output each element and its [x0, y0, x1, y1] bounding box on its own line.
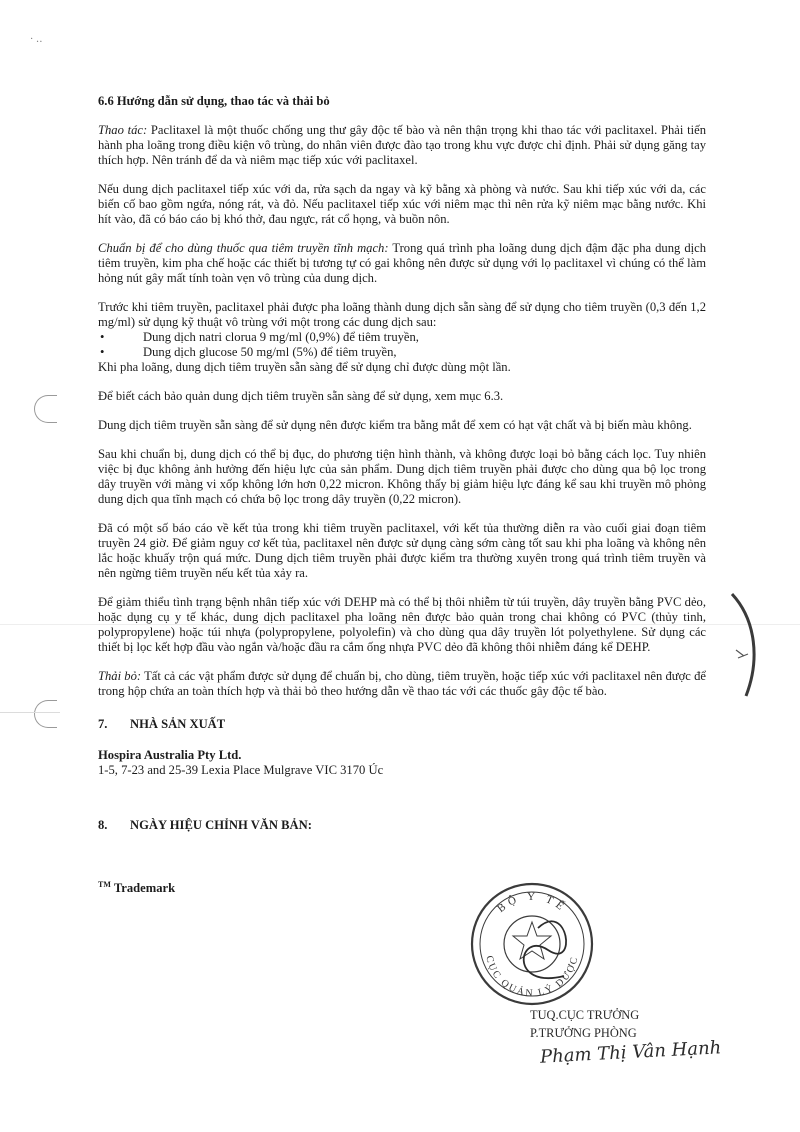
- diluent-list: [98, 330, 706, 360]
- fold-line: [0, 712, 60, 713]
- paragraph-precipitation: Đã có một số báo cáo về kết tủa trong khi tiêm truyền paclitaxel, với kết tủa thường diễn ra vào cuối giai đoạn tiêm truyền 24 giờ. Để giảm nguy cơ kết tủa, paclitaxel nên được sử dụng càng sớm càng tốt sau khi pha loãng và không nên lắc hoặc khuấy trộn quá mức. Dung dịch tiêm truyền phải được kiểm tra thường xuyên trong quá trình tiêm truyền và nên ngừng tiêm truyền nếu kết tủa xảy ra.: [98, 521, 706, 580]
- label-disposal: Thải bỏ:: [98, 669, 142, 683]
- manufacturer-address: 1-5, 7-23 and 25-39 Lexia Place Mulgrave VIC 3170 Úc: [98, 763, 384, 777]
- label-handling: Thao tác:: [98, 123, 148, 137]
- paragraph-dehp: Để giảm thiểu tình trạng bệnh nhân tiếp xúc với DEHP mà có thể bị thôi nhiễm từ túi truyền, dây truyền bằng PVC dẻo, hoặc dụng cụ y tế khác, dung dịch paclitaxel pha loãng nên được bảo quản trong chai không có PVC (thủy tinh, polypropylene) hoặc túi nhựa (polypropylene, polyolefin) và cho dùng qua dây truyền lót polyethylene. Sử dụng các thiết bị lọc kết hợp đầu vào ngắn và/hoặc đầu ra cắm ống nhựa PVC dẻo đã không thôi nhiễm đáng kể DEHP.: [98, 595, 706, 654]
- section-8-number: 8.: [98, 818, 108, 832]
- seal-bottom-text: CỤC QUẢN LÝ DƯỢC: [483, 954, 581, 1000]
- paragraph-skin-contact: Nếu dung dịch paclitaxel tiếp xúc với da, rửa sạch da ngay và kỹ bằng xà phòng và nước. Sau khi tiếp xúc với da, các biến cố bao gồm ngứa, nóng rát, và đỏ. Nếu paclitaxel tiếp xúc với niêm mạc thì nên rửa kỹ niêm mạc bằng nước. Khi hít vào, đã có báo cáo bị khó thở, đau ngực, rát cổ họng, và buồn nôn.: [98, 182, 706, 226]
- list-item: • Dung dịch natri clorua 9 mg/ml (0,9%) để tiêm truyền,: [98, 330, 706, 345]
- margin-bracket-mark: [726, 590, 766, 700]
- seal-top-text: BỘ Y TẾ: [495, 890, 569, 916]
- signature-title-1: TUQ.CỤC TRƯỞNG: [530, 1008, 640, 1022]
- paragraph-visual-check: Dung dịch tiêm truyền sẵn sàng để sử dụng nên được kiểm tra bằng mắt để xem có hạt vật chất và bị biến màu không.: [98, 418, 692, 432]
- punch-hole-mark: [34, 700, 57, 728]
- paragraph-single-use: Khi pha loãng, dung dịch tiêm truyền sẵn sàng để sử dụng chỉ được dùng một lần.: [98, 360, 511, 374]
- text-preparation: Trong quá trình pha loãng dung dịch đậm đặc pha dung dịch tiêm truyền, kim pha chế hoặc các thiết bị tương tự có gai không nên được sử dụng với lọ paclitaxel vì chúng có thể làm hỏng nút gây mất tính toàn vẹn vô trùng của dung dịch.: [98, 241, 706, 285]
- official-seal-stamp: [468, 880, 596, 1008]
- trademark-note: [98, 877, 706, 896]
- paragraph-storage-ref: Để biết cách bảo quản dung dịch tiêm truyền sẵn sàng để sử dụng, xem mục 6.3.: [98, 389, 504, 403]
- signatory-name: Phạm Thị Vân Hạnh: [539, 1037, 722, 1068]
- paragraph-preparation: [98, 241, 706, 286]
- paragraph-disposal: [98, 669, 706, 699]
- text-handling: Paclitaxel là một thuốc chống ung thư gây độc tế bào và nên thận trọng khi thao tác với paclitaxel. Phải tiến hành pha loãng trong điều kiện vô trùng, do nhân viên được đào tạo trong khu vực được chỉ định. Phải sử dụng găng tay thích hợp. Nên tránh để da và niêm mạc tiếp xúc với paclitaxel.: [98, 123, 707, 167]
- paragraph-haze-filter: Sau khi chuẩn bị, dung dịch có thể bị đục, do phương tiện hình thành, và không được loại bỏ bằng cách lọc. Tuy nhiên việc bị đục không ảnh hưởng đến hiệu lực của sản phẩm. Dung dịch tiêm truyền phải được cho dùng qua bộ lọc trong dây truyền với màng vi xốp không lớn hơn 0,22 micron. Không thấy bị giảm hiệu lực đáng kể sau khi truyền mô phỏng dung dịch qua tĩnh mạch có chứa bộ lọc trong dây truyền (0,22 micron).: [98, 447, 706, 506]
- signature-title-2: P.TRƯỞNG PHÒNG: [530, 1026, 637, 1040]
- section-8-title: NGÀY HIỆU CHỈNH VĂN BẢN:: [130, 818, 312, 832]
- signature-block: [530, 1008, 760, 1040]
- section-7-title: NHÀ SẢN XUẤT: [130, 717, 226, 731]
- document-body: [98, 94, 706, 896]
- section-7-heading: [98, 717, 706, 732]
- punch-hole-mark: [34, 395, 57, 423]
- scan-specks: · ‥: [30, 34, 43, 45]
- section-8-heading: [98, 818, 706, 833]
- list-item: • Dung dịch glucose 50 mg/ml (5%) để tiêm truyền,: [98, 345, 706, 360]
- text-disposal: Tất cả các vật phẩm được sử dụng để chuẩn bị, cho dùng, tiêm truyền, hoặc tiếp xúc với paclitaxel nên được để trong hộp chứa an toàn thích hợp và thải bỏ theo hướng dẫn về thao tác với các thuốc gây độc tế bào.: [98, 669, 706, 698]
- svg-text:BỘ Y TẾ: [495, 891, 569, 915]
- paragraph-dilution: Trước khi tiêm truyền, paclitaxel phải được pha loãng thành dung dịch sẵn sàng để sử dụng cho tiêm truyền (0,3 đến 1,2 mg/ml) sử dụng kỹ thuật vô trùng với một trong các dung dịch sau:: [98, 300, 706, 329]
- section-6-6-heading: 6.6 Hướng dẫn sử dụng, thao tác và thải bỏ: [98, 94, 330, 108]
- label-preparation: Chuẩn bị để cho dùng thuốc qua tiêm truyền tĩnh mạch:: [98, 241, 389, 255]
- trademark-symbol: TM: [98, 880, 111, 889]
- manufacturer-name: Hospira Australia Pty Ltd.: [98, 748, 242, 762]
- section-7-number: 7.: [98, 717, 108, 731]
- trademark-text: Trademark: [113, 881, 176, 896]
- paragraph-handling: [98, 123, 706, 168]
